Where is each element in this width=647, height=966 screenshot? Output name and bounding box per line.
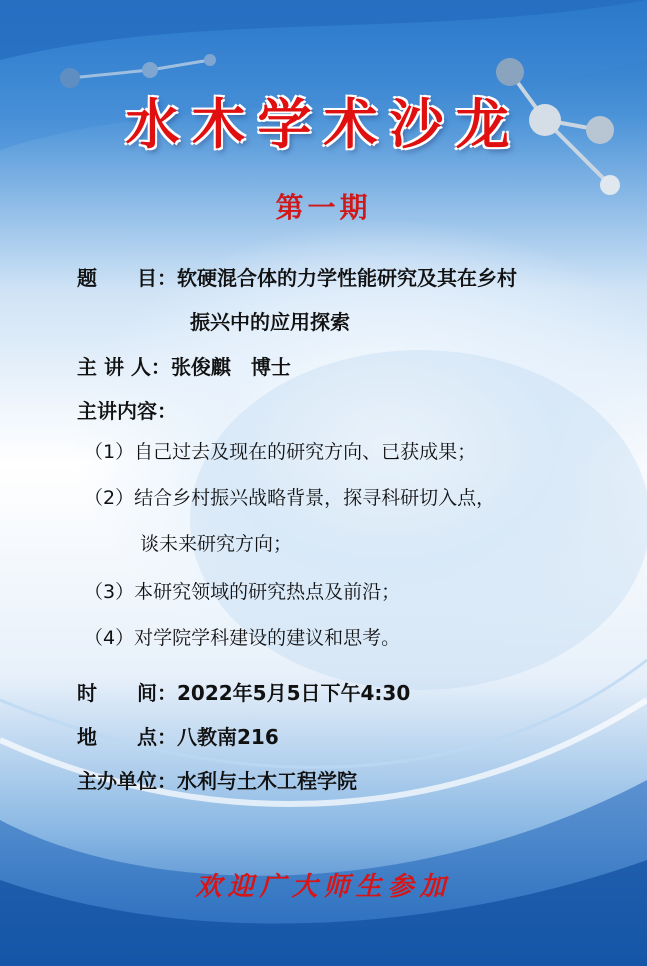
place-value: 八教南216 (177, 725, 279, 749)
speaker-row (77, 351, 291, 380)
welcome-text: 欢迎广大师生参加 (195, 872, 452, 902)
place-row (77, 721, 279, 750)
content-item: （2）结合乡村振兴战略背景，探寻科研切入点， (84, 487, 496, 509)
topic-line2: 振兴中的应用探索 (190, 310, 350, 334)
time-row (77, 677, 410, 706)
content-item: 谈未来研究方向； (140, 533, 293, 555)
host-label: 主办单位： (77, 769, 177, 793)
issue-number: 第一期 (275, 191, 372, 224)
speaker-name: 张俊麒 博士 (170, 355, 291, 379)
content-item: （1）自己过去及现在的研究方向、已获成果； (84, 441, 477, 463)
topic-label: 题 目： (77, 266, 177, 290)
content-item: （3）本研究领域的研究热点及前沿； (84, 581, 401, 603)
poster-title: 水木学术沙龙 (125, 92, 522, 156)
host-row (77, 765, 357, 794)
place-label: 地 点： (77, 725, 177, 749)
content-item: （4）对学院学科建设的建议和思考。 (84, 627, 401, 649)
time-value: 2022年5月5日下午4:30 (177, 681, 411, 705)
speaker-label: 主 讲 人： (77, 355, 171, 379)
time-label: 时 间： (77, 681, 177, 705)
content-label: 主讲内容： (77, 399, 177, 423)
host-value: 水利与土木工程学院 (177, 769, 357, 793)
topic-line1: 软硬混合体的力学性能研究及其在乡村 (177, 266, 517, 290)
topic-row (77, 262, 517, 291)
